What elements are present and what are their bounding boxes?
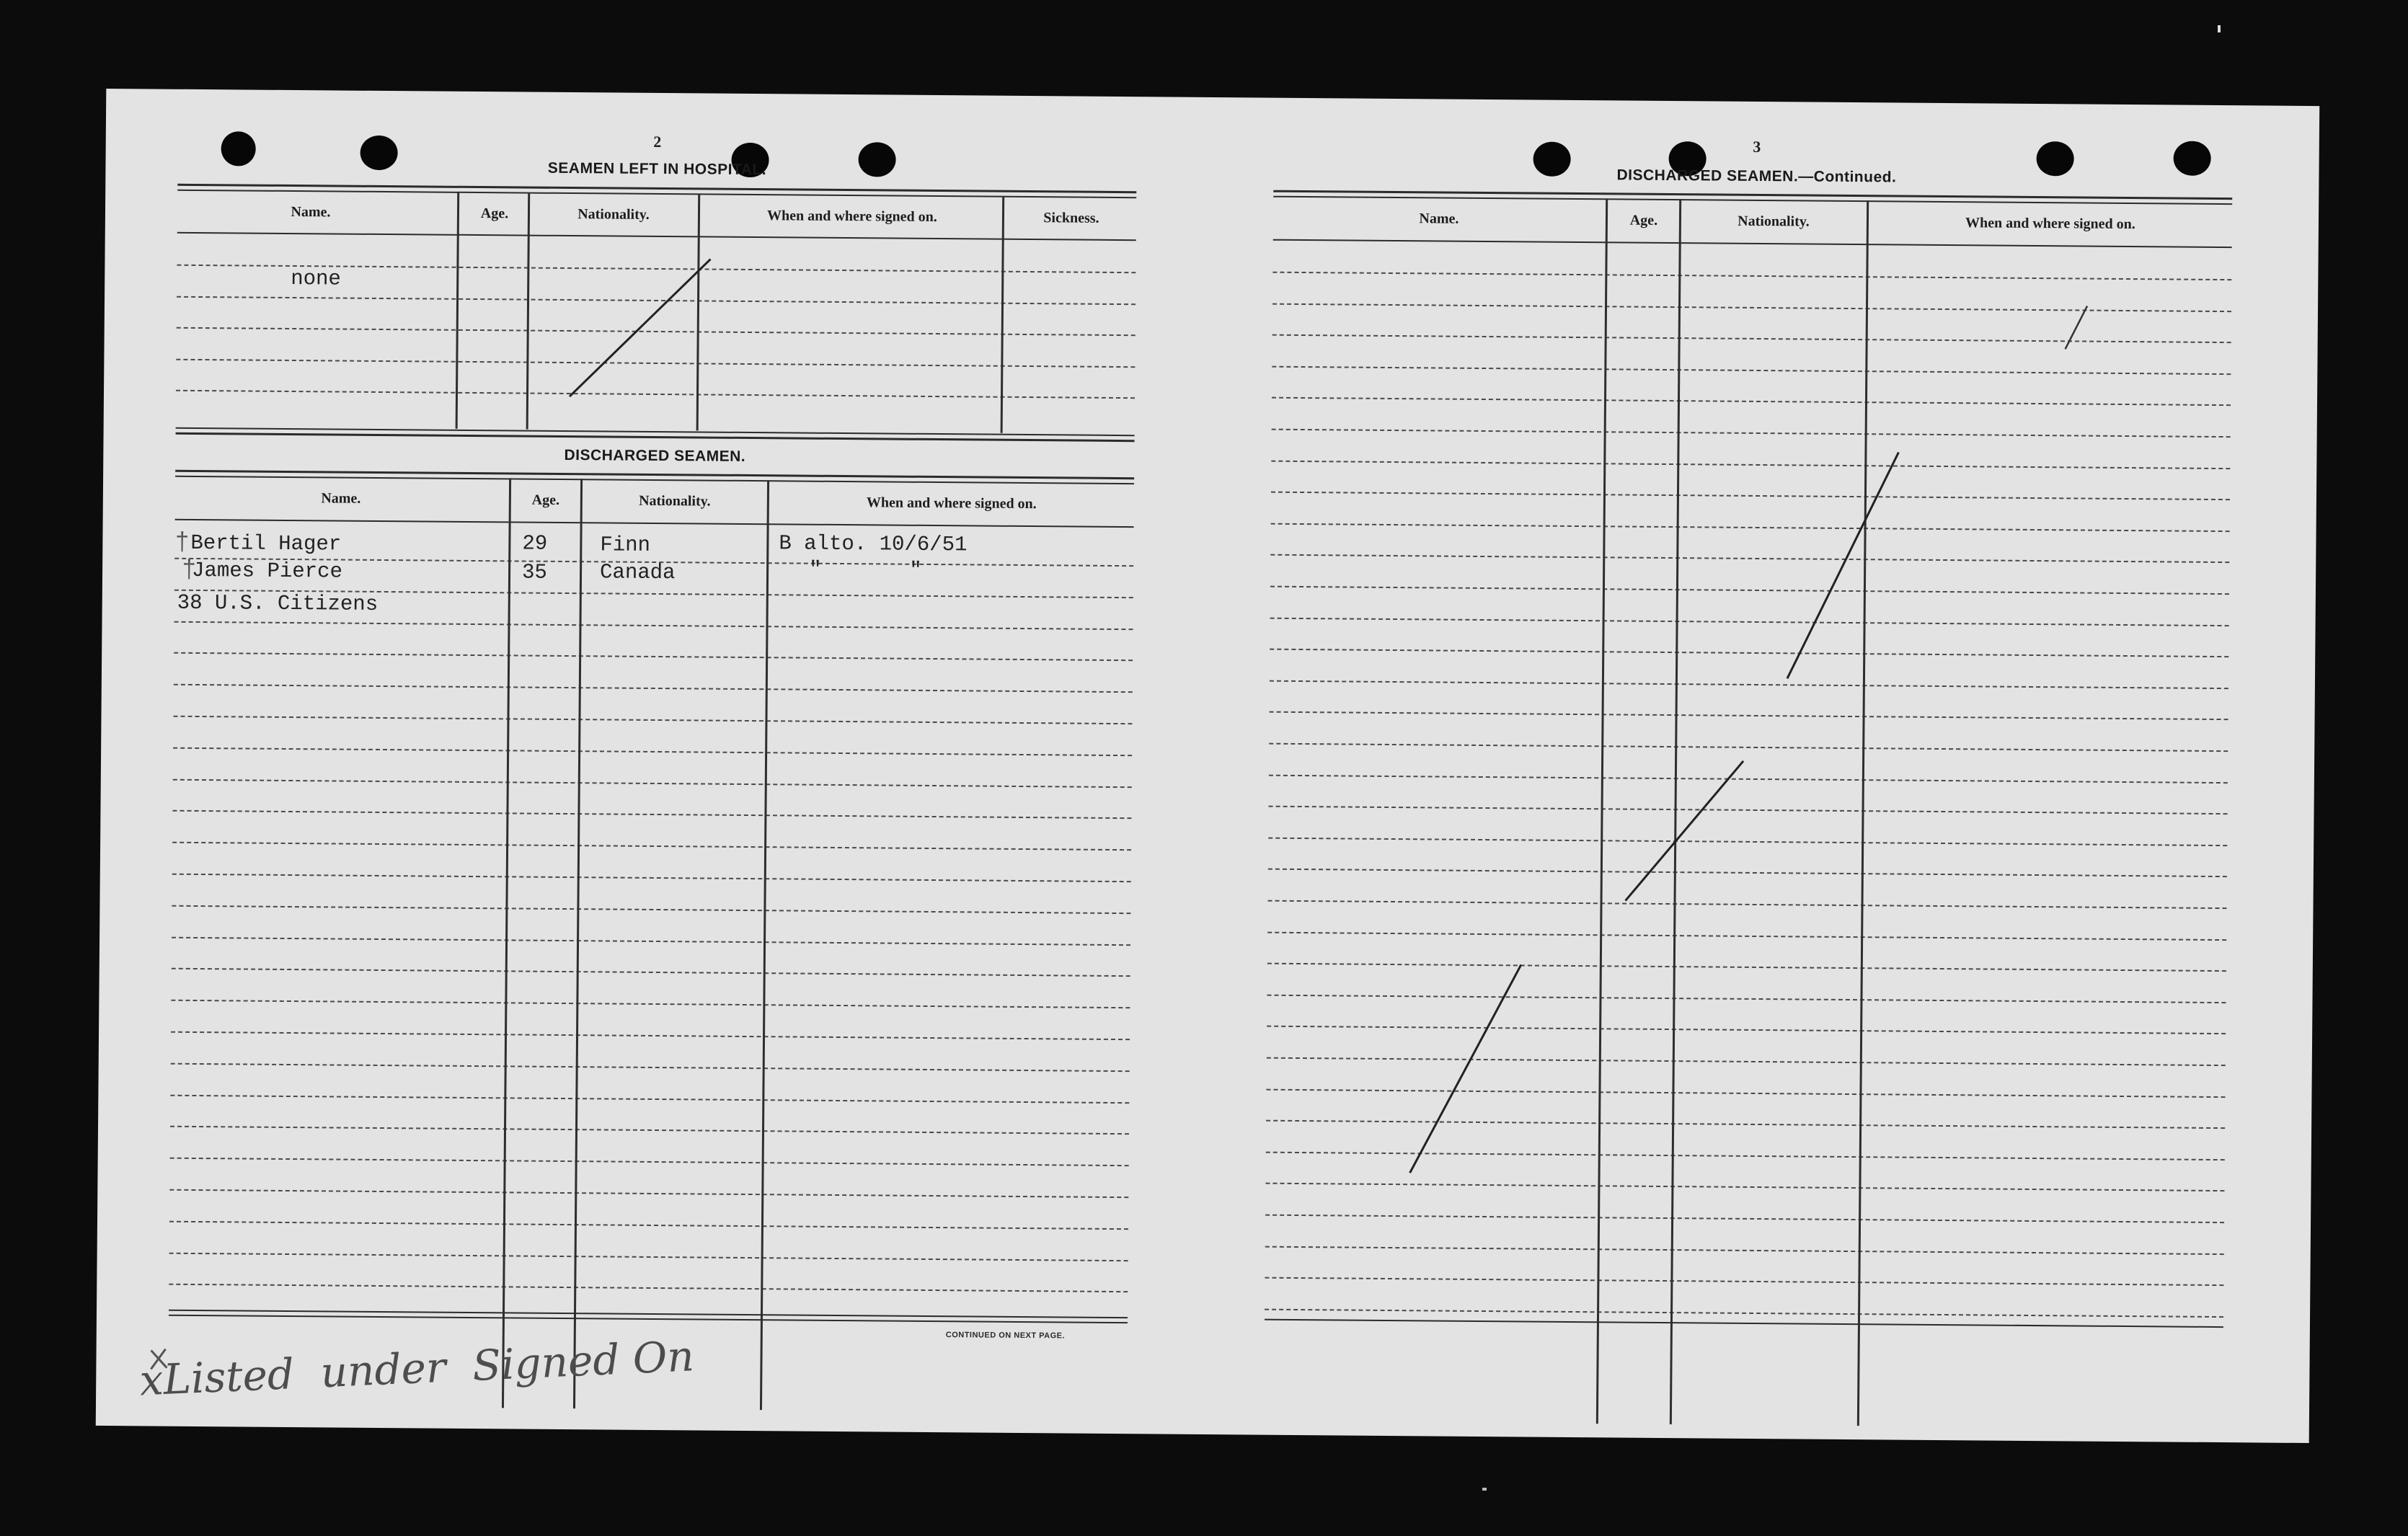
discharged-col-signed-on: When and where signed on. <box>866 494 1037 512</box>
right-col-name: Name. <box>1419 210 1459 227</box>
discharged-col-age: Age. <box>531 492 560 508</box>
hospital-section-title: SEAMEN LEFT IN HOSPITAL. <box>547 159 767 179</box>
scan-speck <box>2218 25 2221 32</box>
hospital-col-age: Age. <box>480 205 509 222</box>
right-col-nationality: Nationality. <box>1738 213 1810 230</box>
left-page-number: 2 <box>653 132 662 151</box>
discharged-col-nationality: Nationality. <box>639 492 711 510</box>
row-mark: † <box>174 529 190 557</box>
seaman-name: James Pierce <box>191 558 343 584</box>
hospital-cancel-stroke <box>570 258 711 398</box>
seaman-age: 35 <box>521 560 548 585</box>
pen-stroke <box>2066 306 2087 349</box>
discharged-section-title: DISCHARGED SEAMEN. <box>564 446 746 465</box>
seaman-nationality: Finn <box>600 533 651 557</box>
hospital-col-signed-on: When and where signed on. <box>766 208 937 226</box>
right-page-title: DISCHARGED SEAMEN.—Continued. <box>1616 167 1897 186</box>
handwritten-note: xListed under Signed On <box>138 1331 696 1406</box>
handwritten-x <box>151 1349 167 1369</box>
right-page-number: 3 <box>1753 137 1761 156</box>
seaman-signed-on: " " <box>808 557 922 582</box>
hospital-col-name: Name. <box>291 203 331 221</box>
discharged-col-name: Name. <box>321 490 361 507</box>
row-mark: † <box>181 556 197 585</box>
right-col-age: Age. <box>1629 212 1658 228</box>
hospital-col-sickness: Sickness. <box>1043 210 1099 226</box>
continued-note: CONTINUED ON NEXT PAGE. <box>945 1331 1066 1341</box>
cancel-stroke <box>1787 451 1898 679</box>
seaman-name: 38 U.S. Citizens <box>177 590 379 616</box>
seaman-age: 29 <box>522 531 548 556</box>
pen-strokes <box>96 89 2319 1443</box>
document-sheet <box>96 89 2319 1443</box>
seaman-signed-on: B alto. 10/6/51 <box>779 531 968 557</box>
scan-speck <box>1482 1488 1487 1491</box>
right-col-signed-on: When and where signed on. <box>1965 215 2135 233</box>
cancel-stroke <box>1626 760 1744 902</box>
cancel-stroke <box>1410 964 1521 1173</box>
seaman-nationality: Canada <box>599 560 676 585</box>
hospital-col-nationality: Nationality. <box>577 206 650 223</box>
hospital-entry-none: none <box>291 266 342 291</box>
seaman-name: Bertil Hager <box>190 531 342 556</box>
